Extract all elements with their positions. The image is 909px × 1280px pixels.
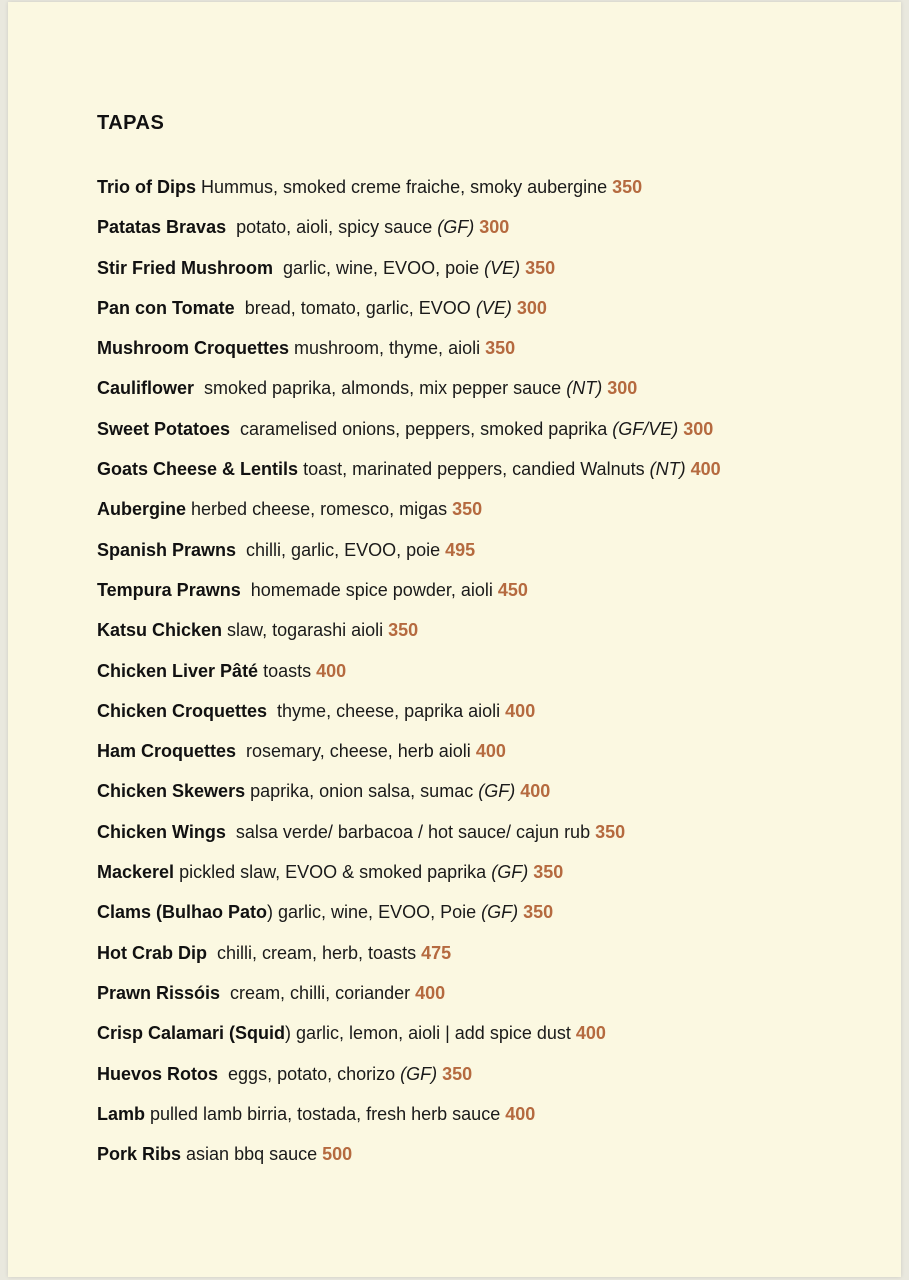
- dietary-tag: (NT): [566, 378, 603, 399]
- dish-name: Clams (Bulhao Pato: [97, 902, 268, 923]
- dish-description: herbed cheese, romesco, migas: [186, 499, 453, 520]
- dish-price: 475: [421, 942, 452, 963]
- dish-name: Cauliflower: [97, 378, 195, 399]
- menu-item: [97, 173, 877, 213]
- dish-price: 400: [575, 1023, 606, 1044]
- dish-name: Chicken Croquettes: [97, 700, 268, 721]
- dish-description: eggs, potato, chorizo: [218, 1063, 401, 1084]
- menu-item: [97, 1019, 877, 1059]
- dish-name: Ham Croquettes: [97, 741, 237, 762]
- dish-price: 500: [322, 1144, 353, 1165]
- menu-item: [97, 939, 877, 979]
- menu-item: [97, 697, 877, 737]
- dish-name: Spanish Prawns: [97, 539, 237, 560]
- dish-description: bread, tomato, garlic, EVOO: [234, 297, 476, 318]
- dish-description: paprika, onion salsa, sumac: [245, 781, 479, 802]
- menu-item: [97, 1140, 877, 1180]
- dietary-tag: (VE): [484, 257, 521, 278]
- dish-price: 400: [316, 660, 347, 681]
- dish-name: Crisp Calamari (Squid: [97, 1023, 286, 1044]
- menu-item: [97, 294, 877, 334]
- dietary-tag: (GF/VE): [612, 418, 679, 439]
- menu-item: [97, 1060, 877, 1100]
- dietary-tag: (GF): [437, 217, 475, 238]
- dish-description: toasts: [258, 660, 317, 681]
- dietary-tag: (GF): [478, 781, 516, 802]
- menu-item: [97, 213, 877, 253]
- dish-name: Prawn Rissóis: [97, 982, 221, 1003]
- menu-item: [97, 818, 877, 858]
- dish-description: slaw, togarashi aioli: [222, 620, 389, 641]
- menu-item: [97, 898, 877, 938]
- dish-price: 400: [520, 781, 551, 802]
- dish-price: 300: [479, 217, 510, 238]
- dish-description: pickled slaw, EVOO & smoked paprika: [174, 862, 492, 883]
- section-title: TAPAS: [97, 112, 165, 134]
- dish-name: Goats Cheese & Lentils: [97, 459, 299, 480]
- menu-item: [97, 495, 877, 535]
- menu-item: [97, 979, 877, 1019]
- dish-name: Katsu Chicken: [97, 620, 223, 641]
- dish-description: ) garlic, wine, EVOO, Poie: [267, 902, 482, 923]
- menu-item: [97, 657, 877, 697]
- menu-item: [97, 455, 877, 495]
- menu-item: [97, 254, 877, 294]
- dietary-tag: (GF): [481, 902, 519, 923]
- dietary-tag: (GF): [400, 1063, 438, 1084]
- dish-description: smoked paprika, almonds, mix pepper sauce: [194, 378, 567, 399]
- dish-description: asian bbq sauce: [181, 1144, 323, 1165]
- dish-price: 300: [607, 378, 638, 399]
- dish-price: 400: [475, 741, 506, 762]
- dish-description: mushroom, thyme, aioli: [289, 338, 486, 359]
- dish-name: Trio of Dips: [97, 177, 196, 197]
- dish-price: 350: [388, 620, 419, 641]
- dietary-tag: (NT): [649, 459, 686, 480]
- dish-name: Sweet Potatoes: [97, 418, 231, 439]
- dish-description: chilli, garlic, EVOO, poie: [236, 539, 446, 560]
- menu-item: [97, 1100, 877, 1140]
- dish-price: 350: [442, 1063, 473, 1084]
- dish-price: 350: [525, 257, 556, 278]
- dish-description: cream, chilli, coriander: [220, 982, 416, 1003]
- menu-item: [97, 737, 877, 777]
- dish-name: Lamb: [97, 1103, 146, 1124]
- menu-item: [97, 415, 877, 455]
- dish-price: 350: [523, 902, 554, 923]
- dish-name: Chicken Wings: [97, 821, 226, 842]
- dish-name: Hot Crab Dip: [97, 942, 207, 963]
- dietary-tag: (GF): [491, 862, 529, 883]
- dish-name: Aubergine: [97, 499, 187, 520]
- menu-item: [97, 777, 877, 817]
- dish-name: Pan con Tomate: [97, 297, 235, 318]
- dish-description: rosemary, cheese, herb aioli: [236, 741, 476, 762]
- menu-item: [97, 374, 877, 414]
- menu-item: [97, 576, 877, 616]
- dish-description: Hummus, smoked creme fraiche, smoky aubergine: [196, 177, 613, 197]
- dish-price: 350: [485, 338, 516, 359]
- dish-description: homemade spice powder, aioli: [240, 579, 498, 600]
- dish-price: 495: [445, 539, 476, 560]
- dish-price: 350: [533, 862, 564, 883]
- tapas-list: [97, 173, 877, 1180]
- dish-description: potato, aioli, spicy sauce: [226, 217, 438, 238]
- menu-item: [97, 334, 877, 374]
- dish-name: Chicken Skewers: [97, 781, 246, 802]
- dish-name: Huevos Rotos: [97, 1063, 219, 1084]
- dish-description: caramelised onions, peppers, smoked paprika: [230, 418, 613, 439]
- dish-price: 350: [612, 177, 643, 197]
- dish-name: Chicken Liver Pâté: [97, 660, 259, 681]
- menu-page: [8, 2, 901, 1277]
- dish-price: 400: [505, 1103, 536, 1124]
- dish-price: 400: [415, 982, 446, 1003]
- dish-description: salsa verde/ barbacoa / hot sauce/ cajun rub: [225, 821, 596, 842]
- menu-item: [97, 858, 877, 898]
- dish-price: 350: [452, 499, 483, 520]
- dish-price: 350: [595, 821, 626, 842]
- dish-description: chilli, cream, herb, toasts: [207, 942, 422, 963]
- dish-description: toast, marinated peppers, candied Walnuts: [298, 459, 650, 480]
- dish-price: 450: [497, 579, 528, 600]
- dietary-tag: (VE): [475, 297, 512, 318]
- menu-item: [97, 616, 877, 656]
- dish-name: Tempura Prawns: [97, 579, 241, 600]
- dish-price: 400: [505, 700, 536, 721]
- dish-description: garlic, wine, EVOO, poie: [273, 257, 485, 278]
- dish-name: Mushroom Croquettes: [97, 338, 290, 359]
- dish-name: Stir Fried Mushroom: [97, 257, 274, 278]
- dish-description: ) garlic, lemon, aioli | add spice dust: [285, 1023, 576, 1044]
- dish-price: 300: [683, 418, 714, 439]
- dish-price: 300: [516, 297, 547, 318]
- dish-name: Pork Ribs: [97, 1144, 182, 1165]
- dish-description: thyme, cheese, paprika aioli: [267, 700, 506, 721]
- dish-name: Mackerel: [97, 862, 175, 883]
- dish-name: Patatas Bravas: [97, 217, 227, 238]
- dish-description: pulled lamb birria, tostada, fresh herb sauce: [145, 1103, 506, 1124]
- dish-price: 400: [690, 459, 721, 480]
- menu-item: [97, 536, 877, 576]
